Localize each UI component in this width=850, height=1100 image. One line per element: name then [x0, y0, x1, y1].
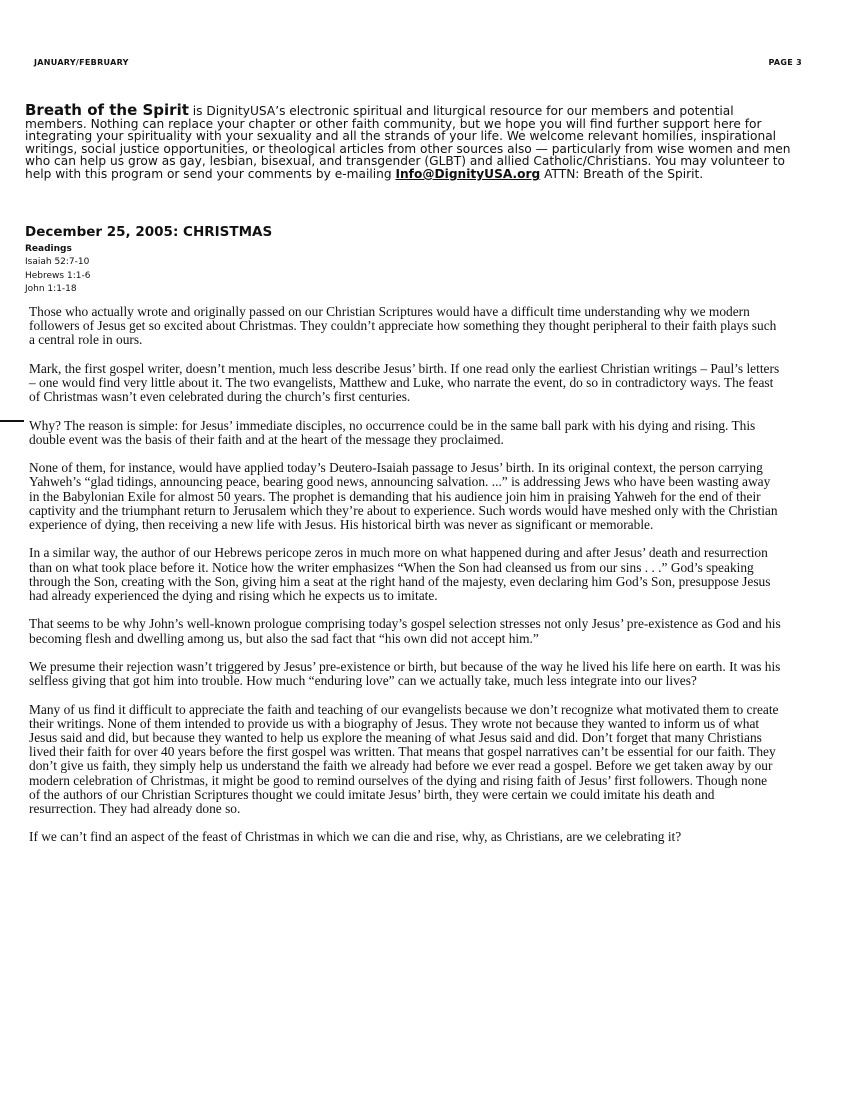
readings-label: Readings	[25, 244, 72, 254]
body-paragraph: If we can’t find an aspect of the feast of Christmas in which we can die and rise, why, as Christians, are we celebrating it?	[29, 829, 682, 845]
body-paragraph: In a similar way, the author of our Hebrews pericope zeros in much more on what happened during and after Jesus’ death and resurrection than on what took place before it. Notice how the writer emphasizes “When the Son had cleansed us from our sins . . .” God’s speaking through the Son, creating with the Son, giving him a seat at the right hand of the majesty, even declaring him God’s Son, presuppose Jesus had already experienced the dying and rising which he expects us to imitate.	[29, 545, 771, 603]
reading-citation: John 1:1-18	[25, 283, 77, 294]
page-number: PAGE 3	[768, 58, 802, 67]
body-paragraph: None of them, for instance, would have applied today’s Deutero-Isaiah passage to Jesus’ birth. In its original context, the person carrying Yahweh’s “glad tidings, announcing peace, bearing good news, announcing salvation. ...” is addressing Jews who have been wasting away in the Babylonian Exile for almost 50 years. The prophet is demanding that his audience join him in praising Yahweh for the end of their captivity and the triumphant return to Jerusalem which they’re about to experience. Such words would have meshed only with the Christian experience of dying, then receiving a new life with Jesus. His historical birth was never as significant or memorable.	[29, 460, 778, 532]
margin-dash	[0, 420, 24, 422]
body-paragraph: Why? The reason is simple: for Jesus’ immediate disciples, no occurrence could be in the same ball park with his dying and rising. This double event was the basis of their faith and at the heart of the message they proclaimed.	[29, 417, 756, 447]
intro-title: Breath of the Spirit	[25, 101, 189, 119]
body-paragraph: Mark, the first gospel writer, doesn’t mention, much less describe Jesus’ birth. If one read only the earliest Christian writings – Paul’s letters – one would find very little about it. The two evangelists, Matthew and Luke, who narrate the event, do so in contradictory ways. The feast of Christmas wasn’t even celebrated during the church’s first centuries.	[29, 360, 780, 405]
article-body	[29, 305, 781, 859]
email-link[interactable]: Info@DignityUSA.org	[395, 166, 541, 181]
reading-citation: Hebrews 1:1-6	[25, 270, 91, 281]
body-paragraph: Many of us find it difficult to appreciate the faith and teaching of our evangelists because we don’t recognize what motivated them to create their writings. None of them intended to provide us with a biography of Jesus. They wrote not because they wanted to inform us of what Jesus said and did, but because they wanted to help us explore the meaning of what Jesus said and did. Don’t forget that many Christians lived their faith for over 40 years before the first gospel was written. That means that gospel narratives can’t be essential for our faith. They don’t give us faith, they simply help us understand the faith we already had before we ever read a gospel. Before we get taken away by our modern celebration of Christmas, it might be good to remind ourselves of the dying and rising faith of Jesus’ first followers. Though none of the authors of our Christian Scriptures thought we could imitate Jesus’ birth, they were certain we could imitate his death and resurrection. They had already done so.	[29, 701, 779, 816]
intro-text: is DignityUSA’s electronic spiritual and liturgical resource for our members and potential members. Nothing can replace your chapter or other faith community, but we hope you will find further support here for integrating your spirituality with your sexuality and all the strands of your life. We welcome relevant homilies, inspirational writings, social justice opportunities, or theological articles from other sources also — particularly from wise women and men who can help us grow as gay, lesbian, bisexual, and transgender (GLBT) and allied Catholic/Christians. You may volunteer to help with this program or send your comments by e-mailing	[25, 104, 791, 181]
reading-citation: Isaiah 52:7-10	[25, 257, 90, 268]
body-paragraph: We presume their rejection wasn’t triggered by Jesus’ pre-existence or birth, but because of the way he lived his life here on earth. It was his selfless giving that got him into trouble. How much “enduring love” can we actually take, much less integrate into our lives?	[29, 658, 781, 689]
entry-heading: December 25, 2005: CHRISTMAS	[25, 224, 273, 240]
intro-text-end: ATTN: Breath of the Spirit.	[540, 166, 704, 181]
readings-list	[25, 243, 90, 296]
body-paragraph: Those who actually wrote and originally passed on our Christian Scriptures would have a difficult time understanding why we modern followers of Jesus get so excited about Christmas. They couldn’t appreciate how something they thought peripheral to their faith plays such a central role in ours.	[29, 304, 777, 348]
body-paragraph: That seems to be why John’s well-known prologue comprising today’s gospel selection stresses not only Jesus’ pre-existence as God and his becoming flesh and dwelling among us, but also the sad fact that “his own did not accept him.”	[29, 616, 781, 646]
issue-date-header: JANUARY/FEBRUARY	[34, 58, 129, 67]
intro-paragraph	[25, 101, 795, 181]
